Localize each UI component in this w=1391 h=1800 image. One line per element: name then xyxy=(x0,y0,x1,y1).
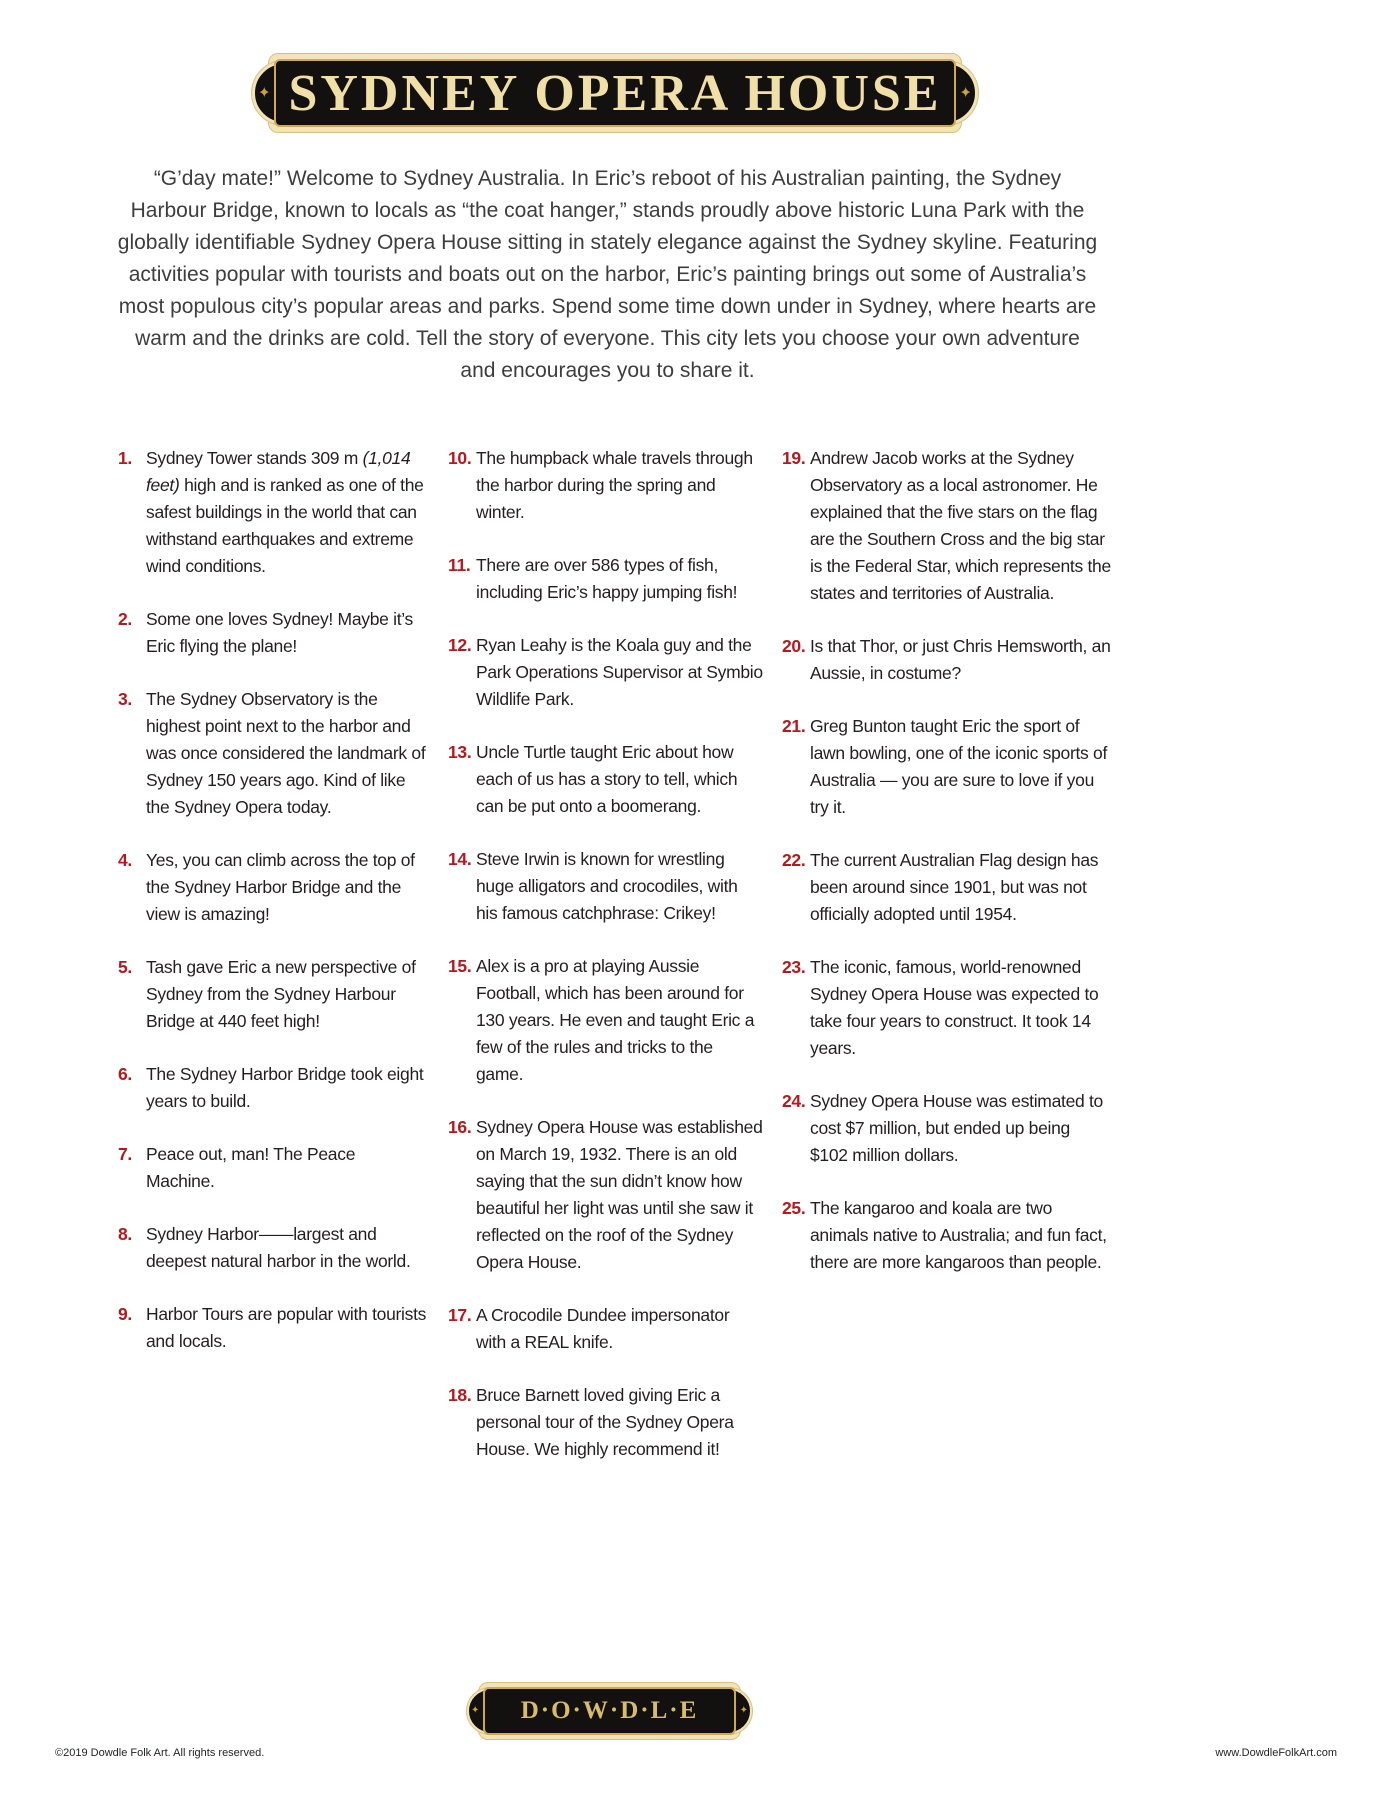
fact-number: 7. xyxy=(118,1144,132,1164)
fact-item xyxy=(448,846,763,927)
fact-text: The humpback whale travels through the harbor during the spring and winter. xyxy=(476,448,753,522)
fact-item xyxy=(782,445,1112,607)
fact-item xyxy=(448,1114,763,1276)
fact-item xyxy=(448,632,763,713)
fact-number: 16. xyxy=(448,1117,472,1137)
fact-number: 4. xyxy=(118,850,132,870)
fact-number: 14. xyxy=(448,849,472,869)
dowdle-logo: D·O·W·D·L·E xyxy=(520,1697,699,1724)
floral-medallion-icon: ✦ xyxy=(959,84,972,102)
facts-column xyxy=(448,445,763,1489)
website-url: www.DowdleFolkArt.com xyxy=(1215,1747,1337,1759)
fact-item xyxy=(118,606,428,660)
fact-text: Sydney Opera House was estimated to cost $7 million, but ended up being $102 million dollars. xyxy=(810,1091,1103,1165)
fact-text: The kangaroo and koala are two animals native to Australia; and fun fact, there are more kangaroos than people. xyxy=(810,1198,1107,1272)
fact-text: Peace out, man! The Peace Machine. xyxy=(146,1144,356,1191)
fact-text: A Crocodile Dundee impersonator with a REAL knife. xyxy=(476,1305,730,1352)
fact-text: The current Australian Flag design has been around since 1901, but was not officially adopted until 1954. xyxy=(810,850,1099,924)
fact-item xyxy=(782,1195,1112,1276)
fact-number: 11. xyxy=(448,555,471,575)
fact-text: Tash gave Eric a new perspective of Sydney from the Sydney Harbour Bridge at 440 feet high! xyxy=(146,957,416,1031)
fact-item xyxy=(118,1221,428,1275)
fact-item xyxy=(118,445,428,580)
fact-text: Andrew Jacob works at the Sydney Observatory as a local astronomer. He explained that the five stars on the flag are the Southern Cross and the big star is the Federal Star, which represents the states and territories of Australia. xyxy=(810,448,1111,603)
fact-text: Is that Thor, or just Chris Hemsworth, an Aussie, in costume? xyxy=(810,636,1111,683)
fact-number: 1. xyxy=(118,448,132,468)
fact-text: Bruce Barnett loved giving Eric a personal tour of the Sydney Opera House. We highly recommend it! xyxy=(476,1385,734,1459)
fact-number: 15. xyxy=(448,956,472,976)
page-title: SYDNEY OPERA HOUSE xyxy=(288,64,942,122)
fact-text: The iconic, famous, world-renowned Sydney Opera House was expected to take four years to construct. It took 14 years. xyxy=(810,957,1099,1058)
fact-text: Sydney Harbor——largest and deepest natural harbor in the world. xyxy=(146,1224,411,1271)
fact-number: 8. xyxy=(118,1224,132,1244)
fact-text: Greg Bunton taught Eric the sport of lawn bowling, one of the iconic sports of Australia — you are sure to love if you try it. xyxy=(810,716,1108,817)
floral-medallion-icon: ✦ xyxy=(258,84,271,102)
fact-text: Ryan Leahy is the Koala guy and the Park Operations Supervisor at Symbio Wildlife Park. xyxy=(476,635,763,709)
fact-number: 25. xyxy=(782,1198,806,1218)
facts-column xyxy=(782,445,1112,1489)
fact-number: 24. xyxy=(782,1091,806,1111)
fact-number: 20. xyxy=(782,636,806,656)
fact-number: 6. xyxy=(118,1064,132,1084)
fact-text: There are over 586 types of fish, including Eric’s happy jumping fish! xyxy=(476,555,738,602)
fact-text: Harbor Tours are popular with tourists and locals. xyxy=(146,1304,427,1351)
fact-item xyxy=(448,445,763,526)
fact-item xyxy=(782,633,1112,687)
fact-item xyxy=(782,713,1112,821)
facts-column xyxy=(118,445,428,1489)
fact-number: 2. xyxy=(118,609,132,629)
fact-number: 13. xyxy=(448,742,472,762)
fact-text: Sydney Tower stands 309 m (1,014 feet) high and is ranked as one of the safest buildings in the world that can withstand earthquakes and extreme wind conditions. xyxy=(146,448,424,576)
fact-item xyxy=(118,847,428,928)
facts-list xyxy=(118,445,1112,1489)
fact-item xyxy=(118,1141,428,1195)
fact-text: Uncle Turtle taught Eric about how each of us has a story to tell, which can be put onto a boomerang. xyxy=(476,742,738,816)
fact-item xyxy=(782,954,1112,1062)
fact-number: 9. xyxy=(118,1304,132,1324)
fact-number: 19. xyxy=(782,448,806,468)
fact-number: 22. xyxy=(782,850,806,870)
fact-number: 18. xyxy=(448,1385,472,1405)
fact-item xyxy=(448,1382,763,1463)
fact-number: 5. xyxy=(118,957,132,977)
fact-text: The Sydney Harbor Bridge took eight years to build. xyxy=(146,1064,424,1111)
fact-item xyxy=(448,739,763,820)
fact-item xyxy=(448,953,763,1088)
fact-item xyxy=(448,552,763,606)
fact-text: Some one loves Sydney! Maybe it’s Eric flying the plane! xyxy=(146,609,414,656)
fact-text: The Sydney Observatory is the highest point next to the harbor and was once considered the landmark of Sydney 150 years ago. Kind of like the Sydney Opera today. xyxy=(146,689,426,817)
fact-item xyxy=(118,1301,428,1355)
footer-logo-banner xyxy=(471,1682,748,1740)
fact-number: 10. xyxy=(448,448,472,468)
header-banner-plate xyxy=(274,59,956,127)
fact-number: 17. xyxy=(448,1305,472,1325)
fact-text: Steve Irwin is known for wrestling huge alligators and crocodiles, with his famous catchphrase: Crikey! xyxy=(476,849,738,923)
fact-number: 21. xyxy=(782,716,806,736)
fact-number: 12. xyxy=(448,635,472,655)
floral-medallion-icon: ✦ xyxy=(739,1705,748,1716)
intro-paragraph: “G’day mate!” Welcome to Sydney Australia. In Eric’s reboot of his Australian painting, the Sydney Harbour Bridge, known to locals as “the coat hanger,” stands proudly above historic Luna Park with the globally identifiable Sydney Opera House sitting in stately elegance against the Sydney skyline. Featuring activities popular with tourists and boats out on the harbor, Eric’s painting brings out some of Australia’s most populous city’s popular areas and parks. Spend some time down under in Sydney, where hearts are warm and the drinks are cold. Tell the story of everyone. This city lets you choose your own adventure and encourages you to share it. xyxy=(117,167,1098,382)
fact-number: 3. xyxy=(118,689,132,709)
copyright-notice: ©2019 Dowdle Folk Art. All rights reserved. xyxy=(55,1747,265,1759)
floral-medallion-icon: ✦ xyxy=(471,1705,480,1716)
footer-banner-plate xyxy=(483,1687,736,1735)
header-banner xyxy=(258,53,972,133)
fact-number: 23. xyxy=(782,957,806,977)
fact-item xyxy=(448,1302,763,1356)
fact-text: Yes, you can climb across the top of the Sydney Harbor Bridge and the view is amazing! xyxy=(146,850,415,924)
fact-item xyxy=(782,1088,1112,1169)
fact-item xyxy=(782,847,1112,928)
fact-text: Alex is a pro at playing Aussie Football, which has been around for 130 years. He even and taught Eric a few of the rules and tricks to the game. xyxy=(476,956,755,1084)
fact-item xyxy=(118,1061,428,1115)
fact-item xyxy=(118,954,428,1035)
fact-text: Sydney Opera House was established on March 19, 1932. There is an old saying that the sun didn’t know how beautiful her light was until she saw it reflected on the roof of the Sydney Opera House. xyxy=(476,1117,763,1272)
fact-item xyxy=(118,686,428,821)
